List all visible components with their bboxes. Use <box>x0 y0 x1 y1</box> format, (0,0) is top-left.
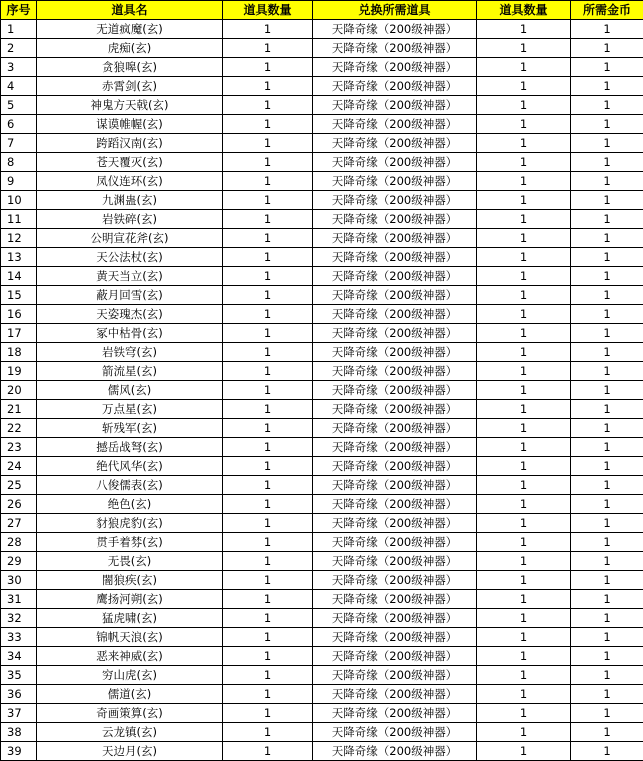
cell-index: 6 <box>1 115 37 134</box>
cell-required-gold: 1 <box>571 39 643 58</box>
cell-item-quantity: 1 <box>223 20 313 39</box>
cell-item-name: 贯手着棼(玄) <box>37 533 223 552</box>
cell-required-quantity: 1 <box>477 191 571 210</box>
cell-item-quantity: 1 <box>223 438 313 457</box>
cell-required-item: 天降奇缘（200级神器） <box>313 628 477 647</box>
table-row <box>1 134 643 153</box>
cell-item-quantity: 1 <box>223 590 313 609</box>
cell-item-name: 谋谟帷幄(玄) <box>37 115 223 134</box>
cell-required-quantity: 1 <box>477 134 571 153</box>
cell-required-quantity: 1 <box>477 229 571 248</box>
cell-required-quantity: 1 <box>477 438 571 457</box>
cell-index: 34 <box>1 647 37 666</box>
cell-item-name: 岩铁碎(玄) <box>37 210 223 229</box>
cell-index: 9 <box>1 172 37 191</box>
cell-required-gold: 1 <box>571 723 643 742</box>
cell-item-name: 撼岳战弩(玄) <box>37 438 223 457</box>
cell-item-name: 绝色(玄) <box>37 495 223 514</box>
cell-item-name: 闇狼疾(玄) <box>37 571 223 590</box>
table-row <box>1 96 643 115</box>
cell-required-gold: 1 <box>571 96 643 115</box>
table-row <box>1 590 643 609</box>
table-row <box>1 343 643 362</box>
cell-required-item: 天降奇缘（200级神器） <box>313 647 477 666</box>
cell-index: 32 <box>1 609 37 628</box>
cell-index: 36 <box>1 685 37 704</box>
table-row <box>1 286 643 305</box>
cell-index: 39 <box>1 742 37 761</box>
table-row <box>1 324 643 343</box>
cell-index: 20 <box>1 381 37 400</box>
cell-required-item: 天降奇缘（200级神器） <box>313 438 477 457</box>
cell-item-name: 跨蹈汉南(玄) <box>37 134 223 153</box>
table-row <box>1 77 643 96</box>
cell-item-name: 无道疯魔(玄) <box>37 20 223 39</box>
cell-index: 3 <box>1 58 37 77</box>
cell-required-gold: 1 <box>571 58 643 77</box>
cell-required-gold: 1 <box>571 419 643 438</box>
cell-item-name: 箭流星(玄) <box>37 362 223 381</box>
cell-item-quantity: 1 <box>223 134 313 153</box>
cell-item-name: 无畏(玄) <box>37 552 223 571</box>
table-row <box>1 39 643 58</box>
cell-required-quantity: 1 <box>477 457 571 476</box>
table-row <box>1 609 643 628</box>
cell-index: 15 <box>1 286 37 305</box>
cell-item-name: 斩残军(玄) <box>37 419 223 438</box>
cell-item-name: 凤仪连环(玄) <box>37 172 223 191</box>
cell-index: 21 <box>1 400 37 419</box>
cell-required-quantity: 1 <box>477 590 571 609</box>
header-item-quantity: 道具数量 <box>223 1 313 20</box>
cell-required-quantity: 1 <box>477 533 571 552</box>
cell-item-name: 奇画策算(玄) <box>37 704 223 723</box>
cell-item-quantity: 1 <box>223 571 313 590</box>
cell-item-quantity: 1 <box>223 723 313 742</box>
cell-index: 31 <box>1 590 37 609</box>
cell-item-quantity: 1 <box>223 96 313 115</box>
table-row <box>1 267 643 286</box>
table-row <box>1 552 643 571</box>
cell-required-item: 天降奇缘（200级神器） <box>313 248 477 267</box>
cell-required-item: 天降奇缘（200级神器） <box>313 134 477 153</box>
cell-item-name: 八俊儒表(玄) <box>37 476 223 495</box>
table-row <box>1 457 643 476</box>
cell-item-name: 虎痴(玄) <box>37 39 223 58</box>
cell-item-name: 天姿瑰杰(玄) <box>37 305 223 324</box>
header-required-item: 兑换所需道具 <box>313 1 477 20</box>
table-row <box>1 381 643 400</box>
cell-required-gold: 1 <box>571 115 643 134</box>
cell-required-quantity: 1 <box>477 495 571 514</box>
cell-index: 5 <box>1 96 37 115</box>
cell-item-name: 赤霄剑(玄) <box>37 77 223 96</box>
cell-required-item: 天降奇缘（200级神器） <box>313 723 477 742</box>
table-row <box>1 400 643 419</box>
cell-required-item: 天降奇缘（200级神器） <box>313 666 477 685</box>
table-row <box>1 685 643 704</box>
cell-required-gold: 1 <box>571 172 643 191</box>
cell-required-item: 天降奇缘（200级神器） <box>313 210 477 229</box>
cell-item-name: 鹰扬河朔(玄) <box>37 590 223 609</box>
cell-item-name: 天边月(玄) <box>37 742 223 761</box>
table-row <box>1 476 643 495</box>
table-row <box>1 172 643 191</box>
cell-required-item: 天降奇缘（200级神器） <box>313 96 477 115</box>
cell-item-name: 云龙镇(玄) <box>37 723 223 742</box>
cell-item-quantity: 1 <box>223 58 313 77</box>
cell-required-quantity: 1 <box>477 609 571 628</box>
cell-index: 28 <box>1 533 37 552</box>
cell-required-item: 天降奇缘（200级神器） <box>313 77 477 96</box>
cell-required-gold: 1 <box>571 191 643 210</box>
cell-index: 33 <box>1 628 37 647</box>
cell-required-gold: 1 <box>571 647 643 666</box>
cell-required-gold: 1 <box>571 552 643 571</box>
cell-required-quantity: 1 <box>477 552 571 571</box>
cell-required-item: 天降奇缘（200级神器） <box>313 39 477 58</box>
cell-required-item: 天降奇缘（200级神器） <box>313 685 477 704</box>
cell-required-item: 天降奇缘（200级神器） <box>313 58 477 77</box>
cell-item-quantity: 1 <box>223 210 313 229</box>
cell-index: 22 <box>1 419 37 438</box>
cell-required-gold: 1 <box>571 628 643 647</box>
cell-required-item: 天降奇缘（200级神器） <box>313 400 477 419</box>
cell-required-quantity: 1 <box>477 96 571 115</box>
cell-index: 29 <box>1 552 37 571</box>
cell-required-gold: 1 <box>571 20 643 39</box>
cell-required-item: 天降奇缘（200级神器） <box>313 457 477 476</box>
table-row <box>1 495 643 514</box>
table-row <box>1 115 643 134</box>
cell-required-quantity: 1 <box>477 305 571 324</box>
cell-item-quantity: 1 <box>223 742 313 761</box>
cell-required-item: 天降奇缘（200级神器） <box>313 115 477 134</box>
cell-required-gold: 1 <box>571 229 643 248</box>
cell-item-name: 恶来神威(玄) <box>37 647 223 666</box>
cell-item-name: 贪狼嗥(玄) <box>37 58 223 77</box>
cell-index: 30 <box>1 571 37 590</box>
cell-required-gold: 1 <box>571 438 643 457</box>
cell-required-item: 天降奇缘（200级神器） <box>313 191 477 210</box>
cell-item-quantity: 1 <box>223 704 313 723</box>
cell-index: 2 <box>1 39 37 58</box>
cell-item-quantity: 1 <box>223 609 313 628</box>
cell-required-item: 天降奇缘（200级神器） <box>313 324 477 343</box>
header-required-gold: 所需金币 <box>571 1 643 20</box>
cell-item-quantity: 1 <box>223 324 313 343</box>
cell-required-item: 天降奇缘（200级神器） <box>313 476 477 495</box>
cell-item-name: 穷山虎(玄) <box>37 666 223 685</box>
cell-required-gold: 1 <box>571 495 643 514</box>
cell-required-quantity: 1 <box>477 39 571 58</box>
table-row <box>1 666 643 685</box>
cell-index: 17 <box>1 324 37 343</box>
cell-index: 18 <box>1 343 37 362</box>
cell-item-quantity: 1 <box>223 533 313 552</box>
cell-item-quantity: 1 <box>223 153 313 172</box>
header-row <box>1 1 643 20</box>
cell-item-quantity: 1 <box>223 476 313 495</box>
cell-item-name: 岩铁穹(玄) <box>37 343 223 362</box>
cell-required-item: 天降奇缘（200级神器） <box>313 153 477 172</box>
cell-required-gold: 1 <box>571 704 643 723</box>
table-row <box>1 723 643 742</box>
cell-item-quantity: 1 <box>223 39 313 58</box>
cell-required-quantity: 1 <box>477 20 571 39</box>
cell-required-item: 天降奇缘（200级神器） <box>313 343 477 362</box>
cell-item-quantity: 1 <box>223 647 313 666</box>
cell-required-item: 天降奇缘（200级神器） <box>313 704 477 723</box>
cell-required-item: 天降奇缘（200级神器） <box>313 609 477 628</box>
cell-item-name: 九渊蛊(玄) <box>37 191 223 210</box>
cell-item-quantity: 1 <box>223 362 313 381</box>
cell-required-quantity: 1 <box>477 628 571 647</box>
header-required-quantity: 道具数量 <box>477 1 571 20</box>
cell-item-name: 锦帆天浪(玄) <box>37 628 223 647</box>
cell-required-item: 天降奇缘（200级神器） <box>313 172 477 191</box>
table-row <box>1 248 643 267</box>
table-row <box>1 571 643 590</box>
cell-required-quantity: 1 <box>477 647 571 666</box>
table-row <box>1 742 643 761</box>
table-row <box>1 419 643 438</box>
cell-required-gold: 1 <box>571 210 643 229</box>
cell-required-gold: 1 <box>571 267 643 286</box>
cell-item-quantity: 1 <box>223 628 313 647</box>
cell-required-gold: 1 <box>571 533 643 552</box>
cell-item-name: 绝代风华(玄) <box>37 457 223 476</box>
table-row <box>1 533 643 552</box>
cell-required-item: 天降奇缘（200级神器） <box>313 229 477 248</box>
cell-required-quantity: 1 <box>477 514 571 533</box>
cell-item-quantity: 1 <box>223 685 313 704</box>
cell-item-quantity: 1 <box>223 666 313 685</box>
cell-required-item: 天降奇缘（200级神器） <box>313 742 477 761</box>
cell-required-quantity: 1 <box>477 704 571 723</box>
cell-item-name: 豺狼虎豹(玄) <box>37 514 223 533</box>
table-row <box>1 305 643 324</box>
cell-index: 23 <box>1 438 37 457</box>
cell-item-quantity: 1 <box>223 267 313 286</box>
cell-required-item: 天降奇缘（200级神器） <box>313 286 477 305</box>
table-row <box>1 628 643 647</box>
cell-required-gold: 1 <box>571 457 643 476</box>
cell-required-item: 天降奇缘（200级神器） <box>313 495 477 514</box>
cell-required-quantity: 1 <box>477 476 571 495</box>
cell-item-name: 公明宣花斧(玄) <box>37 229 223 248</box>
cell-index: 7 <box>1 134 37 153</box>
cell-item-quantity: 1 <box>223 286 313 305</box>
cell-required-gold: 1 <box>571 324 643 343</box>
cell-item-name: 苍天覆灭(玄) <box>37 153 223 172</box>
cell-item-quantity: 1 <box>223 495 313 514</box>
cell-item-quantity: 1 <box>223 305 313 324</box>
cell-required-gold: 1 <box>571 514 643 533</box>
cell-item-quantity: 1 <box>223 229 313 248</box>
cell-required-quantity: 1 <box>477 324 571 343</box>
cell-item-name: 黄天当立(玄) <box>37 267 223 286</box>
table-row <box>1 153 643 172</box>
table-row <box>1 438 643 457</box>
cell-required-gold: 1 <box>571 286 643 305</box>
cell-required-gold: 1 <box>571 571 643 590</box>
cell-required-item: 天降奇缘（200级神器） <box>313 305 477 324</box>
cell-required-quantity: 1 <box>477 153 571 172</box>
table-row <box>1 229 643 248</box>
table-row <box>1 58 643 77</box>
cell-required-item: 天降奇缘（200级神器） <box>313 419 477 438</box>
cell-required-gold: 1 <box>571 153 643 172</box>
cell-item-quantity: 1 <box>223 115 313 134</box>
cell-item-name: 猛虎啸(玄) <box>37 609 223 628</box>
cell-item-name: 儒风(玄) <box>37 381 223 400</box>
cell-required-gold: 1 <box>571 476 643 495</box>
table-row <box>1 210 643 229</box>
cell-item-name: 冢中枯骨(玄) <box>37 324 223 343</box>
cell-item-name: 蔽月回雪(玄) <box>37 286 223 305</box>
cell-item-quantity: 1 <box>223 191 313 210</box>
cell-required-item: 天降奇缘（200级神器） <box>313 571 477 590</box>
cell-index: 38 <box>1 723 37 742</box>
cell-required-quantity: 1 <box>477 742 571 761</box>
cell-item-quantity: 1 <box>223 552 313 571</box>
cell-item-quantity: 1 <box>223 248 313 267</box>
cell-index: 27 <box>1 514 37 533</box>
cell-required-quantity: 1 <box>477 419 571 438</box>
cell-item-quantity: 1 <box>223 172 313 191</box>
cell-required-quantity: 1 <box>477 381 571 400</box>
table-row <box>1 362 643 381</box>
cell-index: 19 <box>1 362 37 381</box>
cell-index: 1 <box>1 20 37 39</box>
cell-item-quantity: 1 <box>223 400 313 419</box>
header-index: 序号 <box>1 1 37 20</box>
cell-required-gold: 1 <box>571 362 643 381</box>
cell-item-quantity: 1 <box>223 381 313 400</box>
cell-required-quantity: 1 <box>477 571 571 590</box>
cell-required-gold: 1 <box>571 343 643 362</box>
cell-item-name: 天公法杖(玄) <box>37 248 223 267</box>
cell-index: 24 <box>1 457 37 476</box>
cell-item-quantity: 1 <box>223 419 313 438</box>
cell-required-quantity: 1 <box>477 267 571 286</box>
header-item-name: 道具名 <box>37 1 223 20</box>
cell-required-quantity: 1 <box>477 210 571 229</box>
cell-required-item: 天降奇缘（200级神器） <box>313 381 477 400</box>
cell-required-item: 天降奇缘（200级神器） <box>313 267 477 286</box>
cell-required-item: 天降奇缘（200级神器） <box>313 20 477 39</box>
cell-required-item: 天降奇缘（200级神器） <box>313 514 477 533</box>
cell-required-quantity: 1 <box>477 723 571 742</box>
cell-required-quantity: 1 <box>477 115 571 134</box>
cell-required-quantity: 1 <box>477 172 571 191</box>
cell-required-quantity: 1 <box>477 400 571 419</box>
cell-required-gold: 1 <box>571 742 643 761</box>
table-row <box>1 20 643 39</box>
cell-required-gold: 1 <box>571 685 643 704</box>
cell-required-item: 天降奇缘（200级神器） <box>313 362 477 381</box>
cell-required-quantity: 1 <box>477 666 571 685</box>
cell-required-quantity: 1 <box>477 248 571 267</box>
cell-index: 16 <box>1 305 37 324</box>
table-row <box>1 191 643 210</box>
cell-required-quantity: 1 <box>477 685 571 704</box>
cell-required-gold: 1 <box>571 590 643 609</box>
table-row <box>1 704 643 723</box>
cell-item-quantity: 1 <box>223 343 313 362</box>
cell-required-quantity: 1 <box>477 362 571 381</box>
cell-index: 26 <box>1 495 37 514</box>
table-body <box>1 20 643 761</box>
cell-required-item: 天降奇缘（200级神器） <box>313 552 477 571</box>
cell-required-item: 天降奇缘（200级神器） <box>313 533 477 552</box>
cell-item-quantity: 1 <box>223 514 313 533</box>
cell-index: 11 <box>1 210 37 229</box>
cell-item-name: 神鬼方天戟(玄) <box>37 96 223 115</box>
cell-required-quantity: 1 <box>477 343 571 362</box>
cell-required-quantity: 1 <box>477 77 571 96</box>
cell-required-quantity: 1 <box>477 286 571 305</box>
cell-required-gold: 1 <box>571 248 643 267</box>
cell-required-item: 天降奇缘（200级神器） <box>313 590 477 609</box>
table-row <box>1 647 643 666</box>
cell-item-name: 万点星(玄) <box>37 400 223 419</box>
cell-index: 12 <box>1 229 37 248</box>
cell-index: 35 <box>1 666 37 685</box>
cell-index: 8 <box>1 153 37 172</box>
table-header <box>1 1 643 20</box>
cell-required-gold: 1 <box>571 609 643 628</box>
cell-required-quantity: 1 <box>477 58 571 77</box>
cell-required-gold: 1 <box>571 305 643 324</box>
cell-required-gold: 1 <box>571 381 643 400</box>
cell-index: 4 <box>1 77 37 96</box>
cell-index: 37 <box>1 704 37 723</box>
cell-item-name: 儒道(玄) <box>37 685 223 704</box>
table-row <box>1 514 643 533</box>
cell-required-gold: 1 <box>571 666 643 685</box>
cell-item-quantity: 1 <box>223 77 313 96</box>
cell-index: 25 <box>1 476 37 495</box>
cell-required-gold: 1 <box>571 400 643 419</box>
cell-index: 10 <box>1 191 37 210</box>
cell-required-gold: 1 <box>571 134 643 153</box>
cell-required-gold: 1 <box>571 77 643 96</box>
cell-index: 14 <box>1 267 37 286</box>
cell-item-quantity: 1 <box>223 457 313 476</box>
cell-index: 13 <box>1 248 37 267</box>
